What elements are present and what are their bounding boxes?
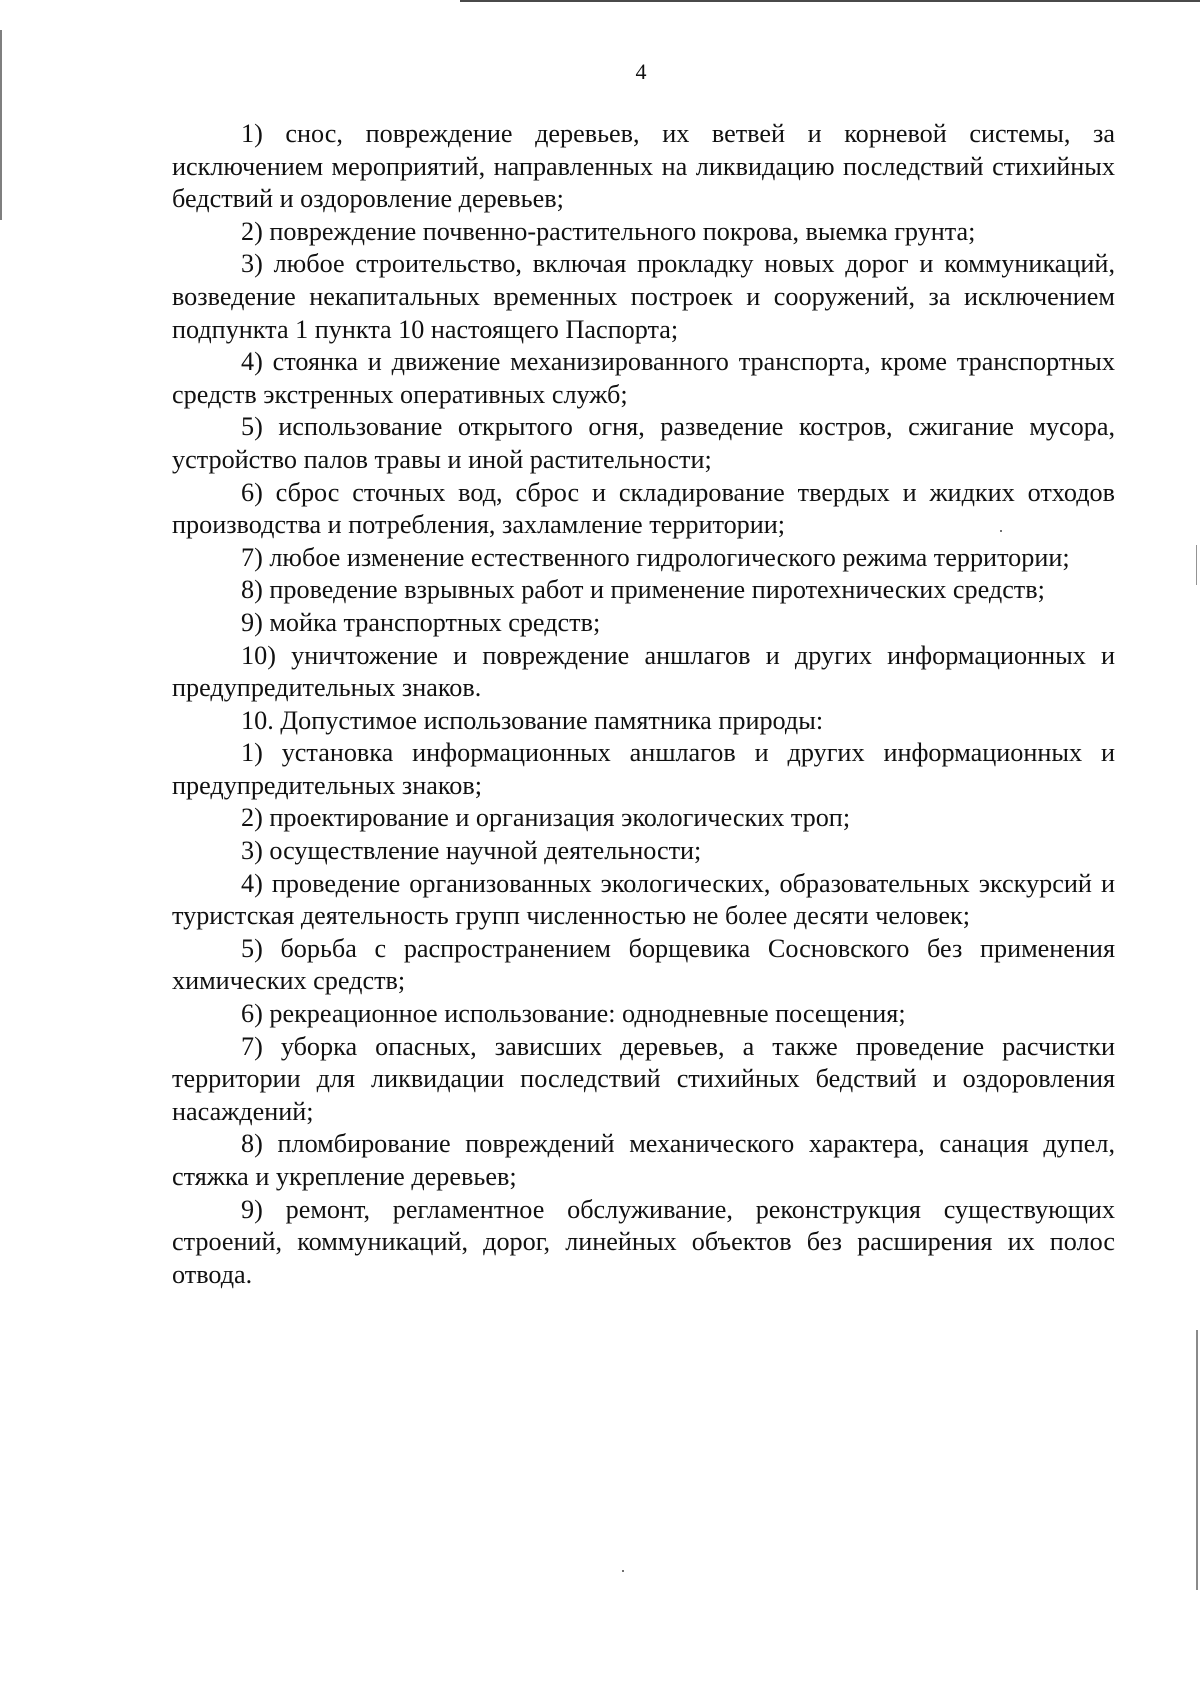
list-item: 9) мойка транспортных средств; bbox=[241, 607, 601, 637]
list-item: 9) ремонт, регламентное обслуживание, реконструкция существующих строений, коммуникаций, дорог, линейных объектов без расширения их полос отвода. bbox=[172, 1194, 1115, 1289]
scan-edge-right-small bbox=[1196, 545, 1197, 585]
document-body bbox=[172, 118, 1115, 1291]
list-item: 7) любое изменение естественного гидрологического режима территории; bbox=[241, 542, 1070, 572]
list-item: 7) уборка опасных, зависших деревьев, а также проведение расчистки территории для ликвидации последствий стихийных бедствий и оздоровления насаждений; bbox=[172, 1031, 1115, 1126]
list-item: 2) повреждение почвенно-растительного покрова, выемка грунта; bbox=[241, 216, 976, 246]
list-item: 5) борьба с распространением борщевика Сосновского без применения химических средств; bbox=[172, 933, 1115, 996]
list-item: 6) сброс сточных вод, сброс и складирование твердых и жидких отходов производства и потребления, захламление территории; bbox=[172, 477, 1115, 540]
list-item: 6) рекреационное использование: однодневные посещения; bbox=[241, 999, 906, 1029]
list-item: 3) осуществление научной деятельности; bbox=[241, 836, 702, 866]
list-item: 4) стоянка и движение механизированного транспорта, кроме транспортных средств экстренных оперативных служб; bbox=[172, 347, 1115, 409]
list-item: 4) проведение организованных экологических, образовательных экскурсий и туристская деятельность групп численностью не более десяти человек; bbox=[172, 868, 1115, 931]
scan-edge-right bbox=[1196, 1330, 1198, 1590]
list-item: 5) использование открытого огня, разведение костров, сжигание мусора, устройство палов травы и иной растительности; bbox=[172, 412, 1115, 474]
scan-edge-top bbox=[460, 0, 1200, 2]
list-item: 1) снос, повреждение деревьев, их ветвей и корневой системы, за исключением мероприятий, направленных на ликвидацию последствий стихийных бедствий и оздоровление деревьев; bbox=[172, 119, 1115, 214]
section-heading: 10. Допустимое использование памятника природы: bbox=[241, 705, 824, 735]
list-item: 8) пломбирование повреждений механического характера, санация дупел, стяжка и укрепление деревьев; bbox=[172, 1129, 1115, 1191]
page-number: 4 bbox=[635, 59, 647, 84]
list-item: 8) проведение взрывных работ и применение пиротехнических средств; bbox=[241, 575, 1045, 605]
list-item: 3) любое строительство, включая прокладку новых дорог и коммуникаций, возведение некапитальных временных построек и сооружений, за исключением подпункта 1 пункта 10 настоящего Паспорта; bbox=[172, 249, 1115, 344]
list-item: 1) установка информационных аншлагов и других информационных и предупредительных знаков; bbox=[172, 738, 1115, 800]
list-item: 10) уничтожение и повреждение аншлагов и других информационных и предупредительных знаков. bbox=[172, 640, 1115, 703]
list-item: 2) проектирование и организация экологических троп; bbox=[241, 803, 851, 833]
scan-speck bbox=[622, 1570, 624, 1572]
